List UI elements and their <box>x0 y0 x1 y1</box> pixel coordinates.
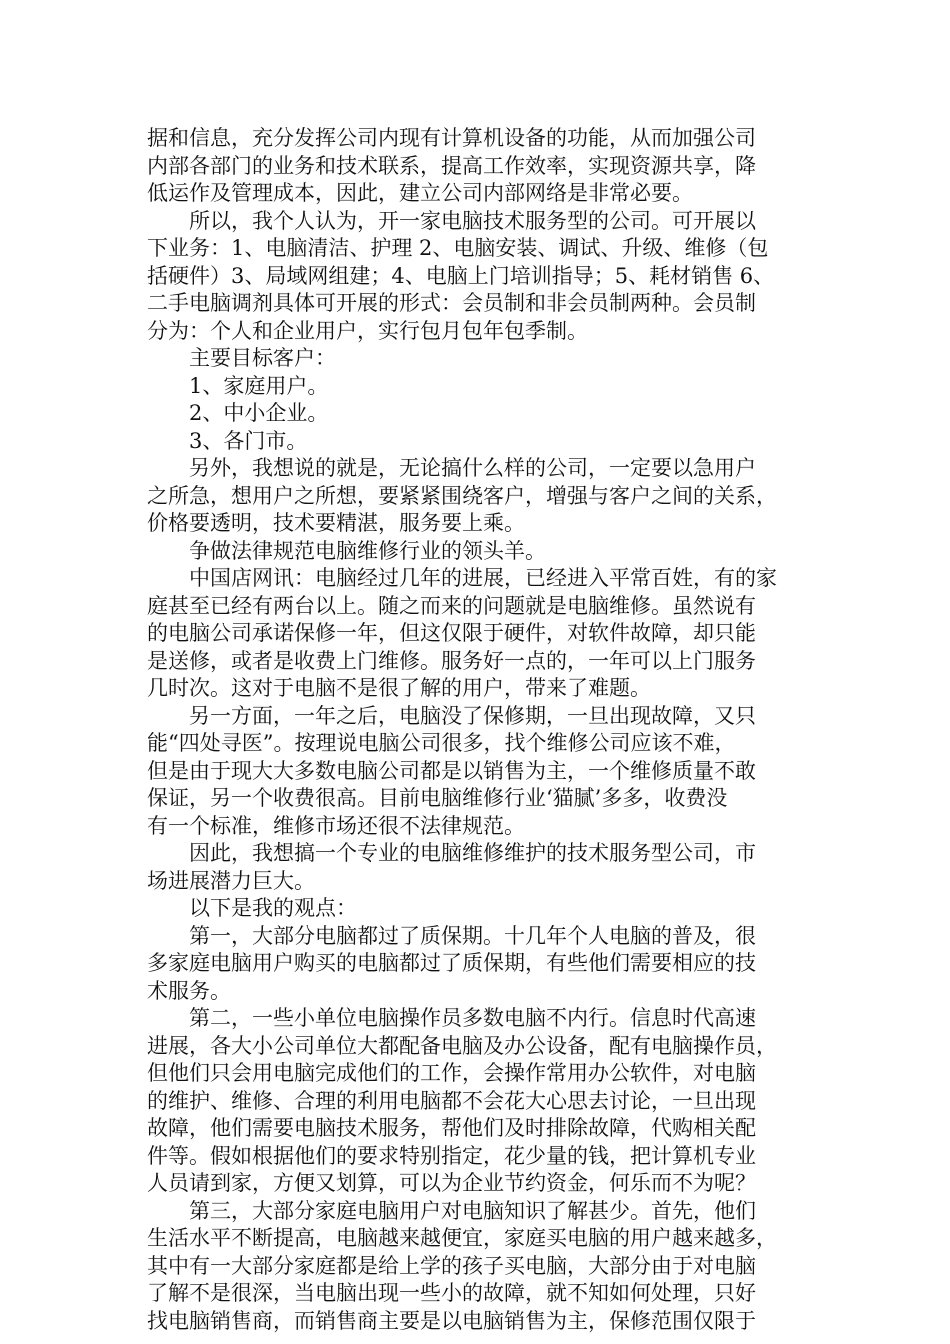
text-line: 第三，大部分家庭电脑用户对电脑知识了解甚少。首先，他们 <box>189 1198 756 1223</box>
text-line: 术服务。 <box>147 978 231 1003</box>
text-line: 但他们只会用电脑完成他们的工作，会操作常用办公软件，对电脑 <box>147 1061 756 1085</box>
text-line: 价格要透明，技术要精湛，服务要上乘。 <box>147 511 525 535</box>
text-line: 第一，大部分电脑都过了质保期。十几年个人电脑的普及，很 <box>189 923 756 948</box>
text-line: 括硬件）3、局域网组建；4、电脑上门培训指导；5、耗材销售 6、 <box>147 263 775 288</box>
text-line: 其中有一大部分家庭都是给上学的孩子买电脑，大部分由于对电脑 <box>147 1253 756 1278</box>
text-line: 另一方面，一年之后，电脑没了保修期，一旦出现故障，又只 <box>189 703 756 728</box>
text-line: 找电脑销售商，而销售商主要是以电脑销售为主，保修范围仅限于 <box>147 1308 756 1333</box>
text-line: 进展，各大小公司单位大都配备电脑及办公设备，配有电脑操作员， <box>147 1033 777 1058</box>
text-line: 场进展潜力巨大。 <box>147 868 315 893</box>
text-line: 另外，我想说的就是，无论搞什么样的公司，一定要以急用户 <box>189 456 756 480</box>
text-line: 多家庭电脑用户购买的电脑都过了质保期，有些他们需要相应的技 <box>147 951 756 975</box>
text-line: 件等。假如根据他们的要求特别指定，花少量的钱，把计算机专业 <box>147 1143 756 1168</box>
text-line: 几时次。这对于电脑不是很了解的用户，带来了难题。 <box>147 676 651 700</box>
text-line: 之所急，想用户之所想，要紧紧围绕客户，增强与客户之间的关系， <box>147 483 777 508</box>
text-line: 的电脑公司承诺保修一年，但这仅限于硬件，对软件故障，却只能 <box>147 621 756 645</box>
text-line: 因此，我想搞一个专业的电脑维修维护的技术服务型公司，市 <box>189 841 756 865</box>
text-line: 中国店网讯：电脑经过几年的进展，已经进入平常百姓，有的家 <box>189 566 777 590</box>
text-line: 庭甚至已经有两台以上。随之而来的问题就是电脑维修。虽然说有 <box>147 593 756 618</box>
text-line: 第二，一些小单位电脑操作员多数电脑不内行。信息时代高速 <box>189 1006 756 1030</box>
text-line: 争做法律规范电脑维修行业的领头羊。 <box>189 538 546 563</box>
text-line: 据和信息，充分发挥公司内现有计算机设备的功能，从而加强公司 <box>147 126 756 150</box>
text-line: 2、中小企业。 <box>189 401 329 425</box>
text-line: 二手电脑调剂具体可开展的形式：会员制和非会员制两种。会员制 <box>147 291 756 315</box>
text-line: 人员请到家，方便又划算，可以为企业节约资金，何乐而不为呢？ <box>147 1171 756 1195</box>
text-line: 3、各门市。 <box>189 428 308 453</box>
document-body <box>147 125 831 1335</box>
text-line: 下业务：1、电脑清洁、护理 2、电脑安装、调试、升级、维修（包 <box>147 236 769 260</box>
text-line: 能“四处寻医”。按理说电脑公司很多，找个维修公司应该不难， <box>147 731 736 755</box>
text-line: 分为：个人和企业用户，实行包月包年包季制。 <box>147 318 588 343</box>
text-line: 保证，另一个收费很高。目前电脑维修行业‘猫腻’多多，收费没 <box>147 786 728 810</box>
text-line: 低运作及管理成本，因此，建立公司内部网络是非常必要。 <box>147 181 693 205</box>
text-line: 是送修，或者是收费上门维修。服务好一点的，一年可以上门服务 <box>147 648 756 673</box>
text-line: 有一个标准，维修市场还很不法律规范。 <box>147 813 525 838</box>
text-line: 主要目标客户： <box>189 346 336 370</box>
text-line: 生活水平不断提高，电脑越来越便宜，家庭买电脑的用户越来越多， <box>147 1226 777 1250</box>
text-line: 故障，他们需要电脑技术服务，帮他们及时排除故障，代购相关配 <box>147 1116 756 1140</box>
text-line: 以下是我的观点： <box>189 896 357 920</box>
text-line: 的维护、维修、合理的利用电脑都不会花大心思去讨论，一旦出现 <box>147 1088 756 1113</box>
text-line: 内部各部门的业务和技术联系，提高工作效率，实现资源共享，降 <box>147 153 756 178</box>
text-line: 但是由于现大大多数电脑公司都是以销售为主，一个维修质量不敢 <box>147 758 756 783</box>
text-line: 1、家庭用户。 <box>189 373 329 398</box>
text-line: 所以，我个人认为，开一家电脑技术服务型的公司。可开展以 <box>189 208 756 233</box>
text-line: 了解不是很深，当电脑出现一些小的故障，就不知如何处理，只好 <box>147 1281 756 1305</box>
